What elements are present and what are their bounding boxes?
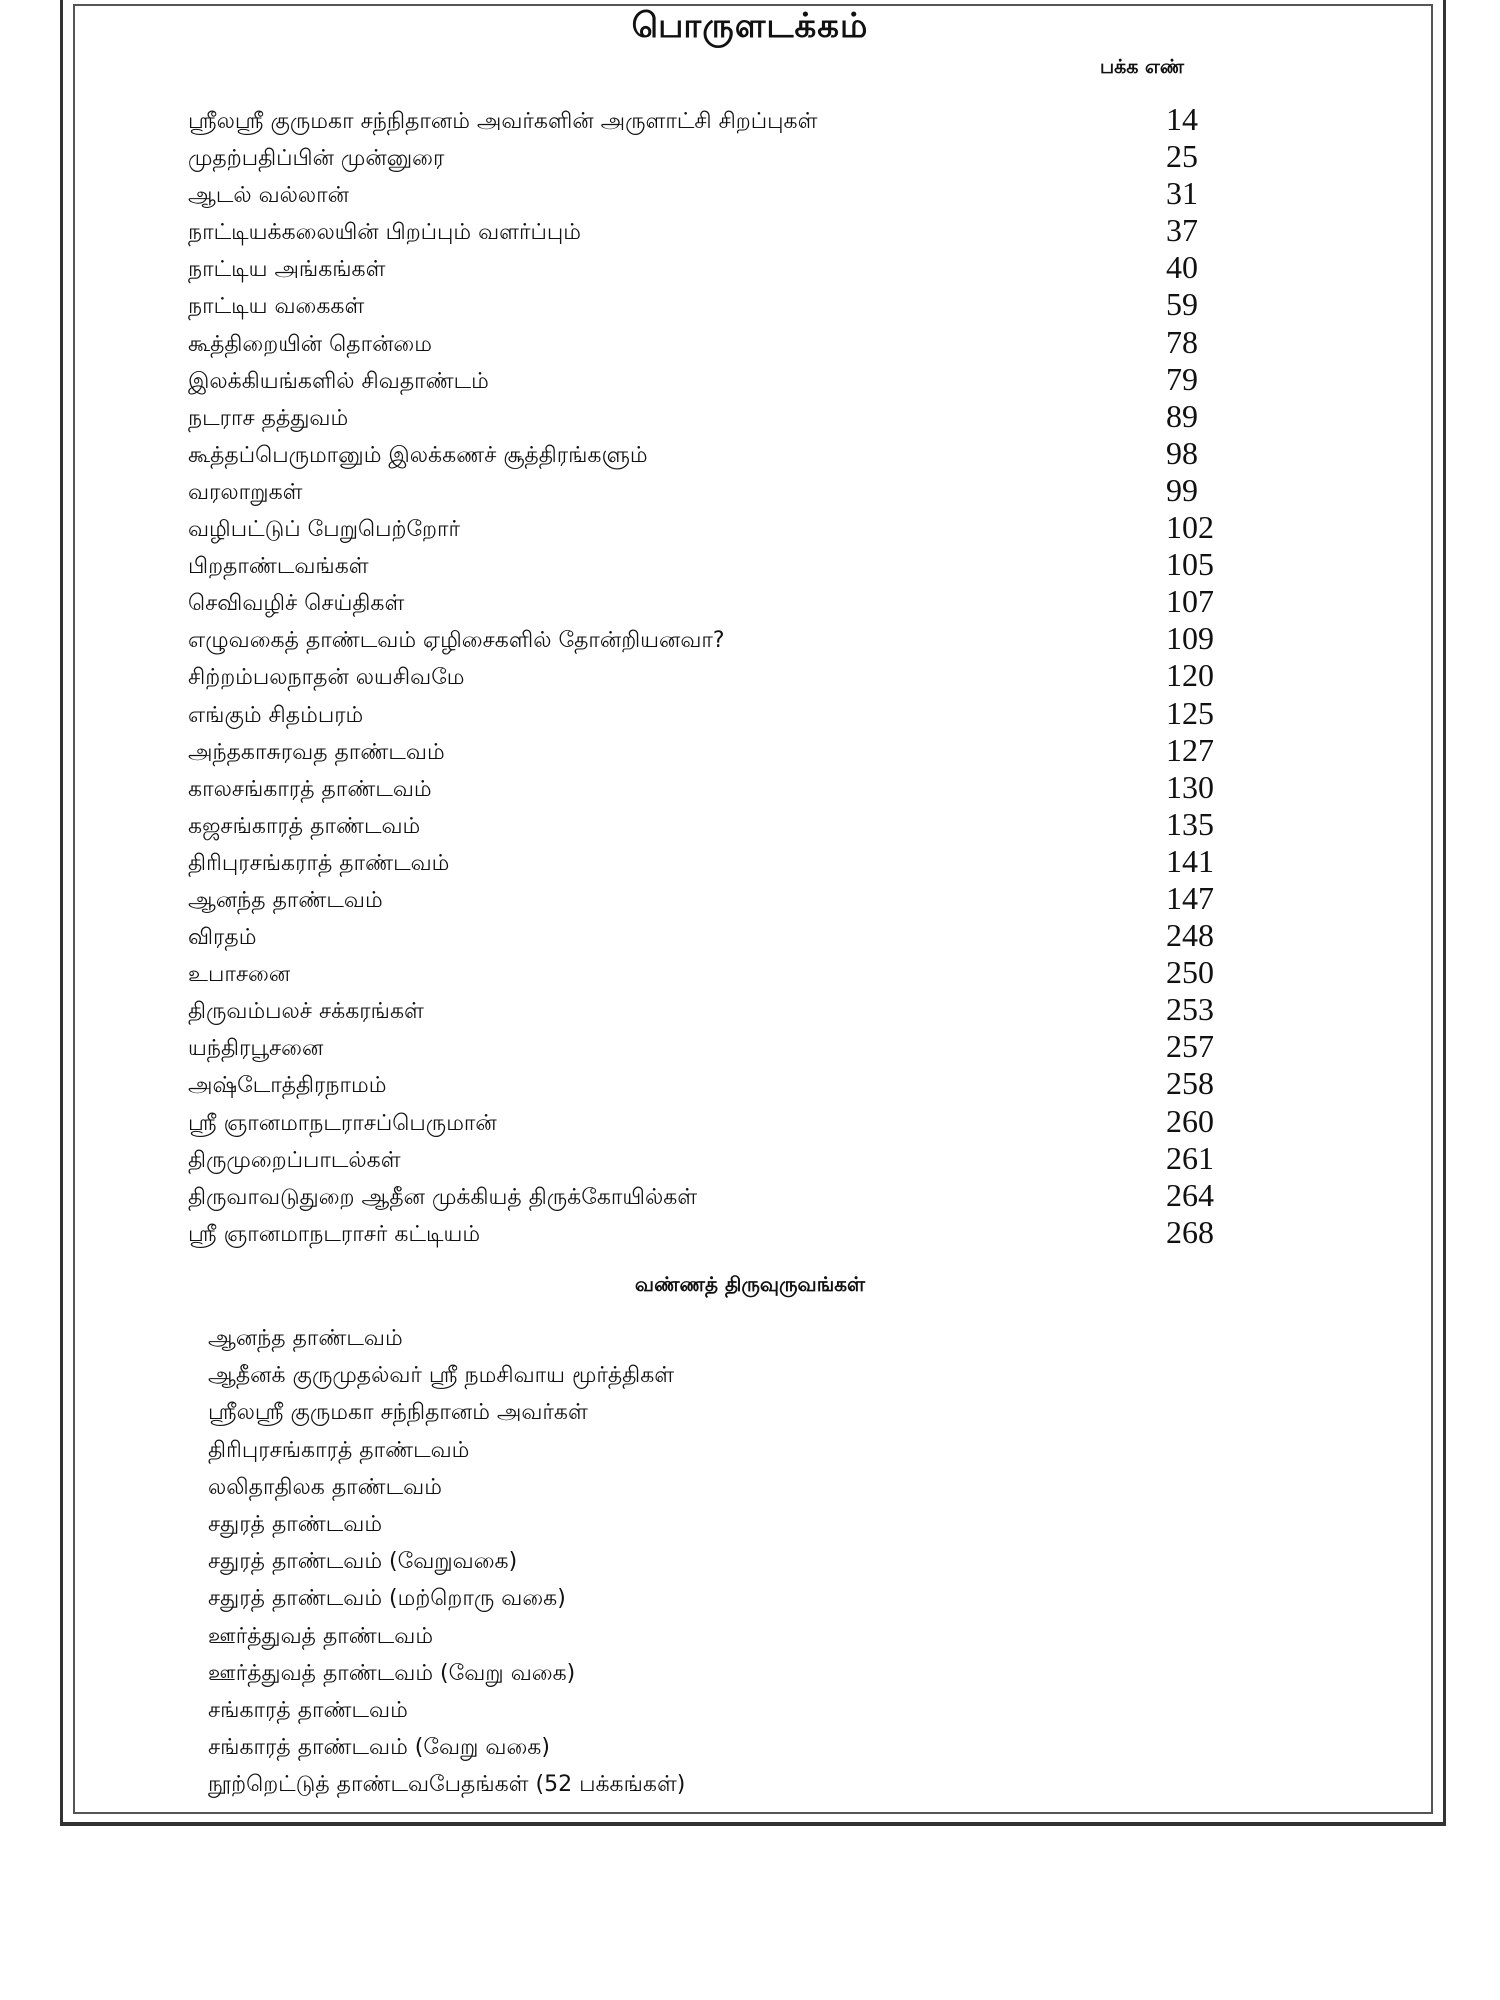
toc-entry-page: 258: [1166, 1065, 1214, 1102]
toc-entry-title: பிறதாண்டவங்கள்: [188, 554, 369, 580]
toc-entry-title: திருவாவடுதுறை ஆதீன முக்கியத் திருக்கோயில்கள்: [188, 1184, 698, 1210]
toc-entry-title: ஸ்ரீலஸ்ரீ குருமகா சந்நிதானம் அவர்களின் அருளாட்சி சிறப்புகள்: [188, 109, 818, 134]
toc-entry-page: 102: [1166, 509, 1214, 546]
toc-entry-page: 105: [1166, 546, 1214, 583]
toc-entry: [188, 622, 1268, 659]
toc-entry-title: ஆனந்த தாண்டவம்: [188, 887, 383, 913]
toc-entry-page: 257: [1166, 1028, 1214, 1065]
toc-entry-page: 127: [1166, 731, 1214, 768]
toc-entry-title: திருவம்பலச் சக்கரங்கள்: [188, 999, 424, 1025]
toc-entry-title: சிற்றம்பலநாதன் லயசிவமே: [188, 665, 465, 691]
toc-entry-page: 248: [1166, 917, 1214, 954]
toc-entry: [188, 288, 1268, 325]
toc-entry-title: நடராச தத்துவம்: [188, 405, 349, 431]
toc-entry-page: 99: [1166, 471, 1198, 508]
toc-entry-title: திரிபுரசங்கராத் தாண்டவம்: [188, 850, 450, 876]
toc-entry-page: 260: [1166, 1102, 1214, 1139]
plate-entry: சங்காரத் தாண்டவம்: [208, 1697, 408, 1723]
toc-entry-title: நாட்டியக்கலையின் பிறப்பும் வளர்ப்பும்: [188, 220, 581, 246]
toc-entry: [188, 1176, 1268, 1216]
toc-entry: [188, 731, 1268, 771]
toc-entry-title: கஜசங்காரத் தாண்டவம்: [188, 813, 421, 839]
toc-entry: [188, 842, 1268, 882]
toc-entry-page: 78: [1166, 323, 1198, 360]
color-plates-list: [208, 1320, 685, 1803]
toc-entry-page: 264: [1166, 1176, 1214, 1213]
toc-entry-page: 14: [1166, 101, 1198, 137]
toc-entry-title: முதற்பதிப்பின் முன்னுரை: [188, 146, 445, 172]
toc-entry: [188, 214, 1268, 251]
toc-entry: [188, 805, 1268, 845]
toc-entry-title: வழிபட்டுப் பேறுபெற்றோர்: [188, 517, 461, 543]
toc-entry: [188, 1102, 1268, 1142]
toc-entry: [188, 323, 1268, 363]
toc-entry: [188, 471, 1268, 511]
toc-entry-title: வரலாறுகள்: [188, 479, 303, 505]
toc-entry-page: 109: [1166, 620, 1214, 657]
plate-entry: சதுரத் தாண்டவம்: [208, 1511, 383, 1537]
toc-entry: [188, 1213, 1268, 1253]
toc-entry-title: கூத்திறையின் தொன்மை: [188, 331, 432, 357]
toc-entry: [188, 956, 1268, 993]
plate-entry: திரிபுரசங்காரத் தாண்டவம்: [208, 1437, 470, 1463]
toc-entry-title: நாட்டிய வகைகள்: [188, 294, 365, 320]
toc-entry-title: கூத்தப்பெருமானும் இலக்கணச் சூத்திரங்களும்: [188, 442, 648, 468]
page-title: பொருளடக்கம்: [631, 6, 869, 46]
toc-entry-title: ஆடல் வல்லான்: [188, 183, 349, 209]
toc-entry: [188, 694, 1268, 734]
toc-entry: [188, 360, 1268, 400]
toc-entry-page: 31: [1166, 175, 1198, 212]
toc-entry-title: அஷ்டோத்திரநாமம்: [188, 1073, 387, 1099]
toc-entry-page: 59: [1166, 286, 1198, 323]
toc-entry-page: 147: [1166, 879, 1214, 916]
plate-entry: ஆனந்த தாண்டவம்: [208, 1326, 403, 1351]
toc-entry: [188, 879, 1268, 919]
toc-entry: [188, 511, 1268, 548]
plates-heading: வண்ணத் திருவுருவங்கள்: [634, 1272, 866, 1296]
toc-entry-page: 37: [1166, 212, 1198, 249]
toc-entry-title: ஸ்ரீ ஞானமாநடராசப்பெருமான்: [188, 1110, 497, 1136]
toc-entry-page: 25: [1166, 138, 1198, 175]
toc-entry: [188, 103, 1268, 140]
toc-entry-title: யந்திரபூசனை: [188, 1036, 324, 1062]
toc-entry: [188, 1139, 1268, 1179]
toc-entry: [188, 768, 1268, 808]
toc-entry: [188, 1030, 1268, 1067]
toc-entry-page: 261: [1166, 1139, 1214, 1176]
toc-entry: [188, 993, 1268, 1030]
toc-entry-page: 98: [1166, 434, 1198, 471]
toc-entry-page: 120: [1166, 657, 1214, 694]
toc-entry-title: செவிவழிச் செய்திகள்: [188, 591, 405, 617]
toc-entry-title: நாட்டிய அங்கங்கள்: [188, 257, 386, 283]
toc-entry-page: 125: [1166, 694, 1214, 731]
toc-entry-page: 89: [1166, 397, 1198, 434]
page-number-column-header: பக்க எண்: [1100, 56, 1185, 78]
toc-entry-page: 79: [1166, 360, 1198, 397]
plate-entry: லலிதாதிலக தாண்டவம்: [208, 1474, 442, 1500]
toc-entry-title: எழுவகைத் தாண்டவம் ஏழிசைகளில் தோன்றியனவா?: [188, 628, 725, 654]
toc-entry: [188, 397, 1268, 437]
toc-entry: [188, 1067, 1268, 1104]
toc-entry-page: 40: [1166, 249, 1198, 286]
plate-entry: சங்காரத் தாண்டவம் (வேறு வகை): [208, 1735, 550, 1761]
toc-entry-page: 141: [1166, 842, 1214, 879]
plate-entry: சதுரத் தாண்டவம் (வேறுவகை): [208, 1549, 518, 1575]
toc-entry-page: 135: [1166, 805, 1214, 842]
toc-entry-page: 268: [1166, 1213, 1214, 1250]
plate-entry: ஊர்த்துவத் தாண்டவம் (வேறு வகை): [208, 1660, 576, 1686]
plate-entry: ஊர்த்துவத் தாண்டவம்: [208, 1623, 434, 1649]
toc-entry: [188, 177, 1268, 214]
plate-entry: சதுரத் தாண்டவம் (மற்றொரு வகை): [208, 1586, 566, 1612]
table-of-contents: [188, 103, 1268, 1253]
toc-entry-title: விரதம்: [188, 925, 257, 951]
toc-entry-title: ஸ்ரீ ஞானமாநடராசர் கட்டியம்: [188, 1221, 481, 1247]
toc-entry: [188, 251, 1268, 288]
toc-entry: [188, 585, 1268, 622]
toc-entry: [188, 548, 1268, 585]
toc-entry-title: எங்கும் சிதம்பரம்: [188, 702, 364, 728]
toc-entry-page: 250: [1166, 954, 1214, 991]
toc-entry: [188, 919, 1268, 956]
toc-entry-page: 107: [1166, 583, 1214, 620]
plate-entry: ஸ்ரீலஸ்ரீ குருமகா சந்நிதானம் அவர்கள்: [208, 1400, 588, 1426]
toc-entry: [188, 434, 1268, 474]
toc-entry: [188, 140, 1268, 177]
toc-entry-page: 130: [1166, 768, 1214, 805]
toc-entry-page: 253: [1166, 991, 1214, 1028]
toc-entry-title: இலக்கியங்களில் சிவதாண்டம்: [188, 368, 489, 394]
plate-entry: நூற்றெட்டுத் தாண்டவபேதங்கள் (52 பக்கங்கள்): [208, 1772, 686, 1798]
toc-entry-title: அந்தகாசுரவத தாண்டவம்: [188, 739, 445, 765]
toc-entry: [188, 659, 1268, 696]
toc-entry-title: காலசங்காரத் தாண்டவம்: [188, 776, 432, 802]
toc-entry-title: திருமுறைப்பாடல்கள்: [188, 1147, 401, 1173]
toc-entry-title: உபாசனை: [188, 962, 291, 988]
plate-entry: ஆதீனக் குருமுதல்வர் ஸ்ரீ நமசிவாய மூர்த்திகள்: [208, 1363, 675, 1389]
